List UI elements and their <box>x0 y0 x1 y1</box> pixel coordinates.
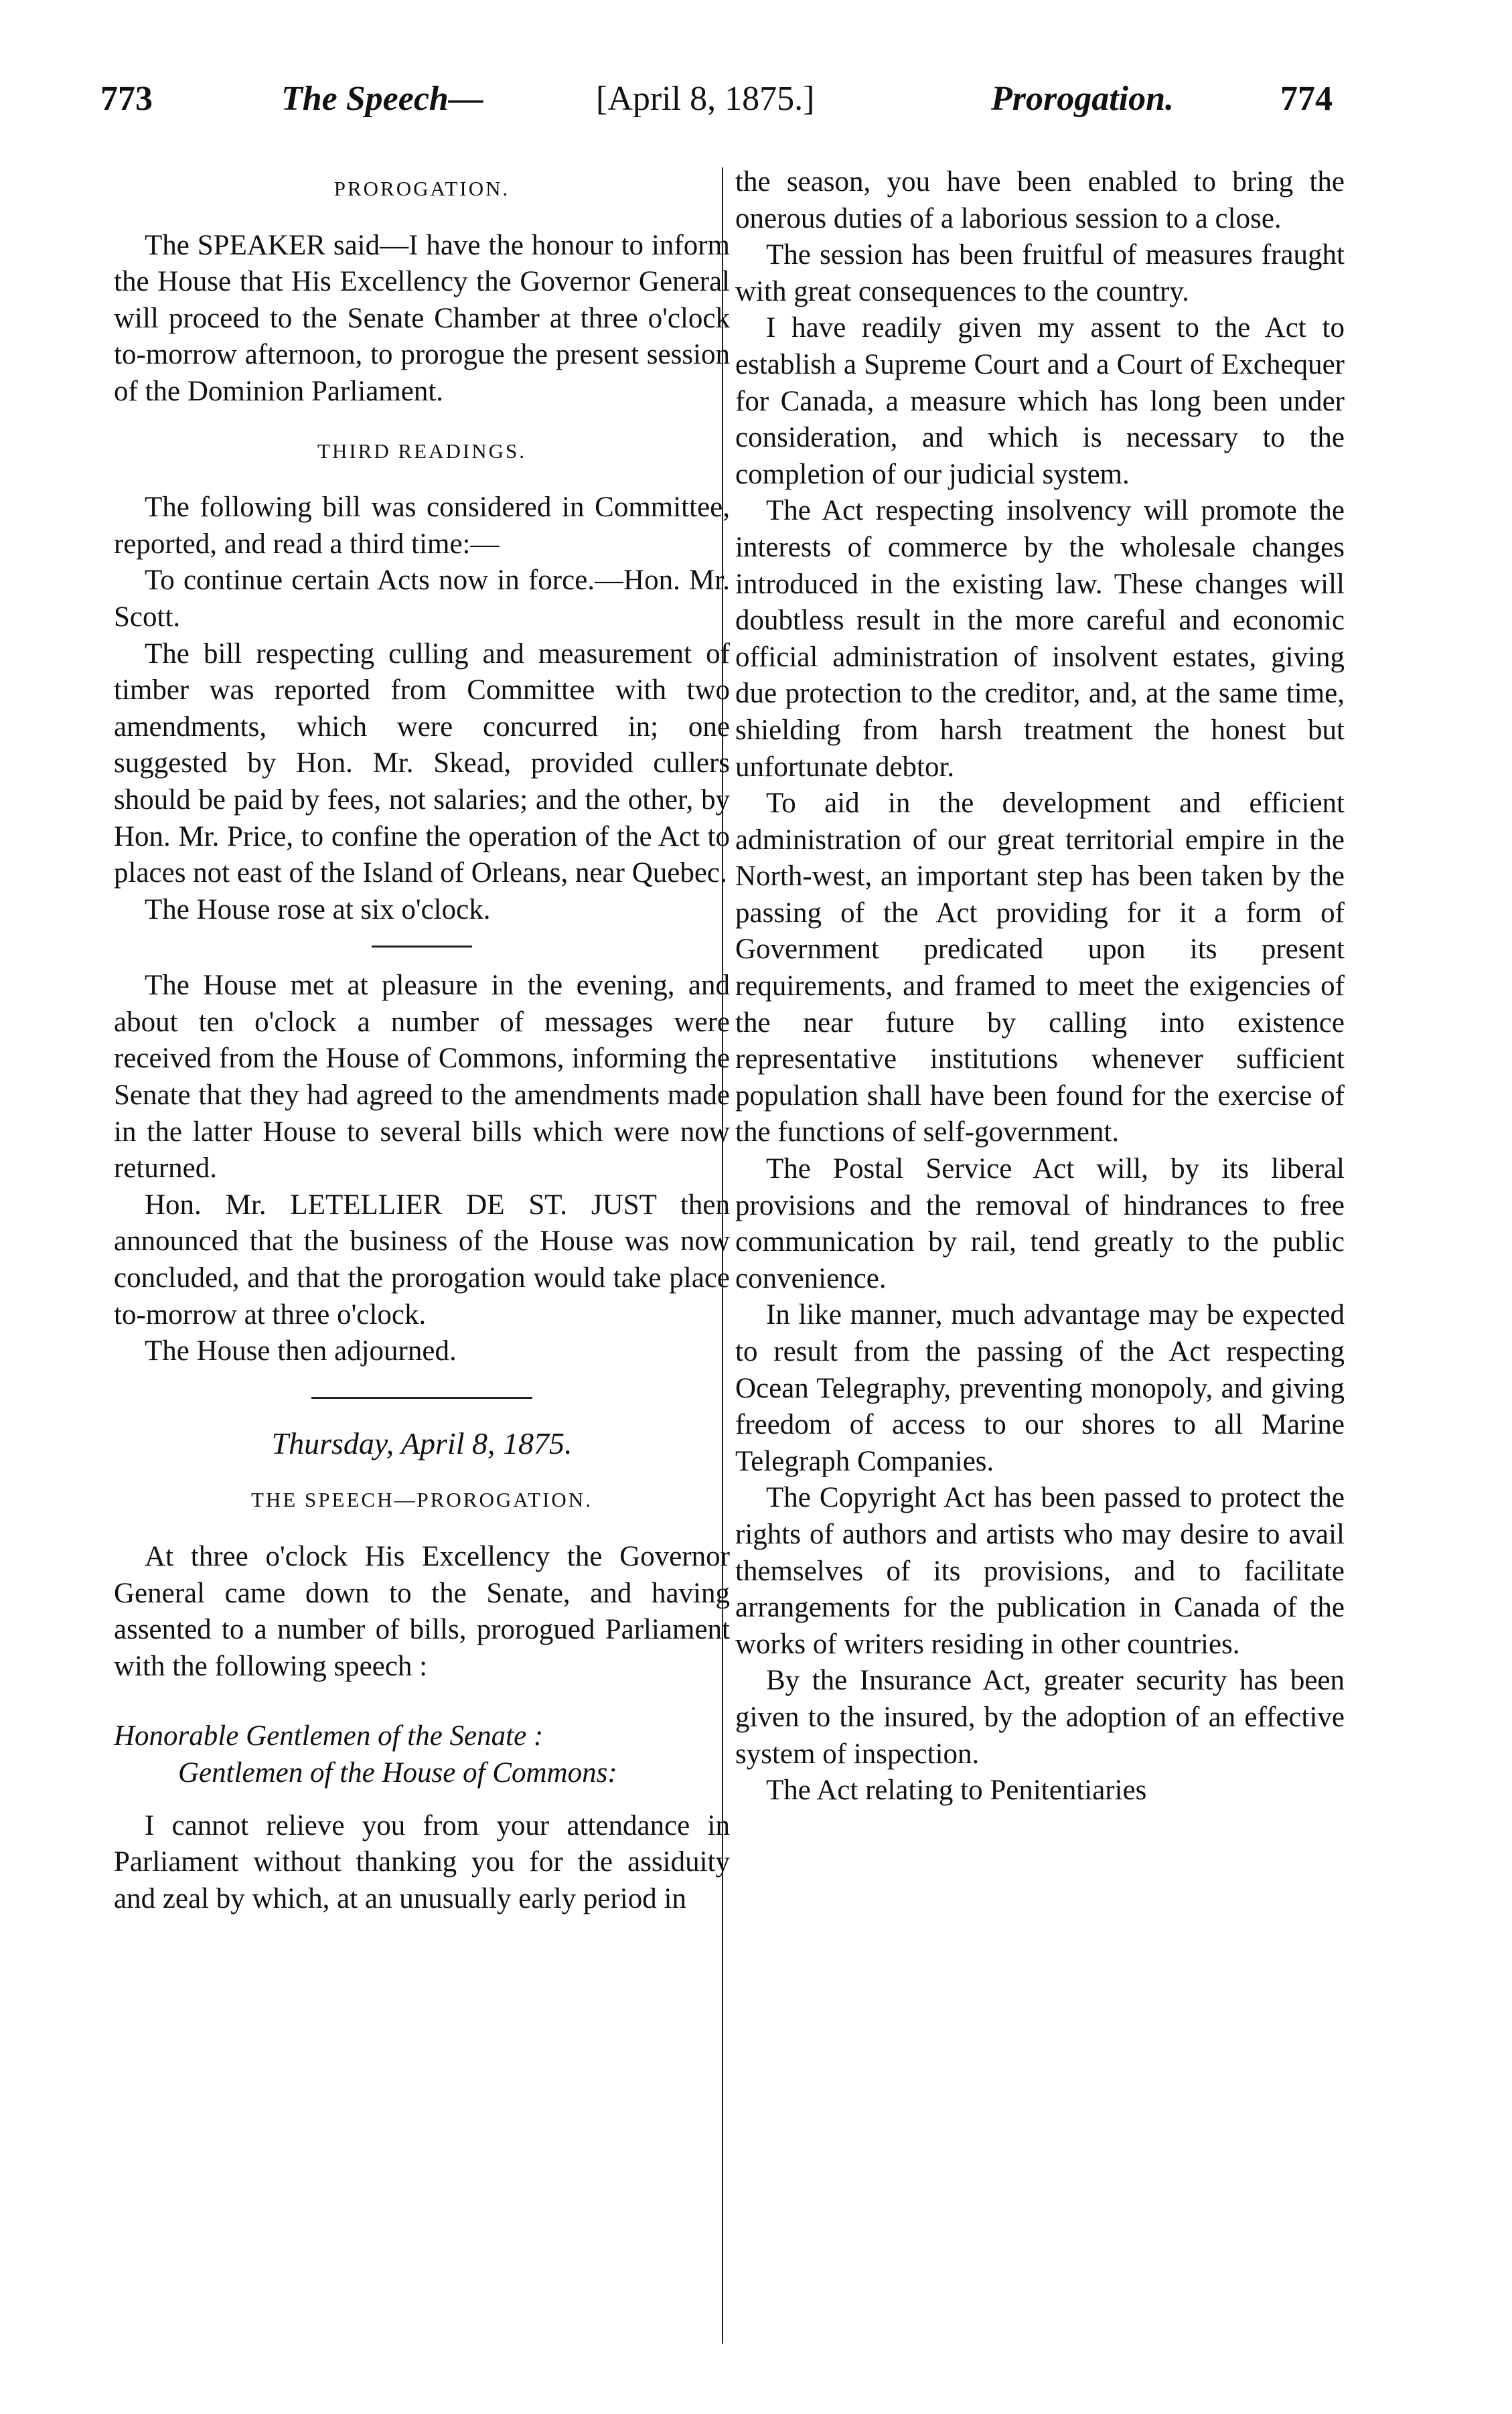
continue-acts-paragraph: To continue certain Acts now in force.—Hon. Mr. Scott. <box>114 564 730 633</box>
right-page-number: 774 <box>1280 80 1333 118</box>
letellier-paragraph: Hon. Mr. LETELLIER DE ST. JUST then announced that the business of the House was now concluded, and that the prorogation would take place to-morrow at three o'clock. <box>114 1189 730 1331</box>
supreme-court-paragraph: I have readily given my assent to the Act to establish a Supreme Court and a Court of Exchequer for Canada, a measure which has long been under consideration, and which is necessary to the completion of our judicial system. <box>735 312 1345 490</box>
fruitful-paragraph: The session has been fruitful of measures fraught with great consequences to the country. <box>735 239 1345 307</box>
section-rule <box>372 946 472 948</box>
adjourned-paragraph: The House then adjourned. <box>145 1335 457 1367</box>
copyright-paragraph: The Copyright Act has been passed to protect the rights of authors and artists who may desire to avail themselves of its provisions, and to facilitate arrangements for the publication in Canada of the works of writers residing in other countries. <box>735 1482 1345 1660</box>
left-page-number: 773 <box>100 80 153 118</box>
speaker-paragraph: The SPEAKER said—I have the honour to inform the House that His Excellency the Governor General will proceed to the Senate Chamber at three o'clock to-morrow afternoon, to prorogue the present session of the Dominion Parliament. <box>114 229 730 407</box>
header-date: [April 8, 1875.] <box>596 80 815 118</box>
address-commons: Gentlemen of the House of Commons: <box>178 1756 617 1789</box>
three-oclock-paragraph: At three o'clock His Excellency the Governor General came down to the Senate, and having assented to a number of bills, prorogued Parliament with the following speech : <box>114 1541 730 1682</box>
prorogation-heading: PROROGATION. <box>333 177 510 200</box>
right-running-title: Prorogation. <box>991 80 1175 118</box>
relieve-paragraph: I cannot relieve you from your attendance in Parliament without thanking you for the assiduity and zeal by which, at an unusually early period in <box>114 1809 730 1914</box>
penitentiaries-paragraph: The Act relating to Penitentiaries <box>766 1775 1147 1807</box>
speech-heading: THE SPEECH—PROROGATION. <box>251 1488 593 1512</box>
insurance-paragraph: By the Insurance Act, greater security has been given to the insured, by the adoption of an effective system of inspection. <box>735 1665 1345 1770</box>
bill-paragraph: The following bill was considered in Committee, reported, and read a third time:— <box>114 492 730 560</box>
right-column <box>735 164 1345 1809</box>
telegraphy-paragraph: In like manner, much advantage may be expected to result from the passing of the Act respecting Ocean Telegraphy, preventing monopoly, and giving freedom of access to our shores to all Marine Telegraph Companies. <box>735 1299 1345 1477</box>
timber-paragraph: The bill respecting culling and measurement of timber was reported from Committee with two amendments, which were concurred in; one suggested by Hon. Mr. Skead, provided cullers should be paid by fees, not salaries; and the other, by Hon. Mr. Price, to confine the operation of the Act to places not east of the Island of Orleans, near Quebec. <box>114 637 730 889</box>
insolvency-paragraph: The Act respecting insolvency will promote the interests of commerce by the wholesale changes introduced in the existing law. These changes will doubtless result in the more careful and economic official administration of insolvent estates, giving due protection to the creditor, and, at the same time, shielding from harsh treatment the honest but unfortunate debtor. <box>735 495 1345 783</box>
left-column <box>114 164 730 1917</box>
day-rule <box>311 1397 532 1399</box>
dateline: Thursday, April 8, 1875. <box>271 1426 573 1460</box>
rose-paragraph: The House rose at six o'clock. <box>145 893 491 925</box>
address-senate: Honorable Gentlemen of the Senate : <box>114 1720 544 1752</box>
postal-paragraph: The Postal Service Act will, by its liberal provisions and the removal of hindrances to free communication by rail, tend greatly to the public convenience. <box>735 1153 1345 1294</box>
page-header <box>100 79 1333 133</box>
left-running-title: The Speech— <box>281 80 483 118</box>
evening-paragraph: The House met at pleasure in the evening, and about ten o'clock a number of messages were received from the House of Commons, informing the Senate that they had agreed to the amendments made in the latter House to several bills which were now returned. <box>114 970 730 1185</box>
season-paragraph: the season, you have been enabled to bring the onerous duties of a laborious session to a close. <box>735 166 1345 234</box>
northwest-paragraph: To aid in the development and efficient administration of our great territorial empire in the North-west, an important step has been taken by the passing of the Act providing for it a form of Government predicated upon its present requirements, and framed to meet the exigencies of the near future by calling into existence representative institutions whenever sufficient population shall have been found for the exercise of the functions of self-government. <box>735 787 1345 1148</box>
third-readings-heading: THIRD READINGS. <box>317 439 526 463</box>
